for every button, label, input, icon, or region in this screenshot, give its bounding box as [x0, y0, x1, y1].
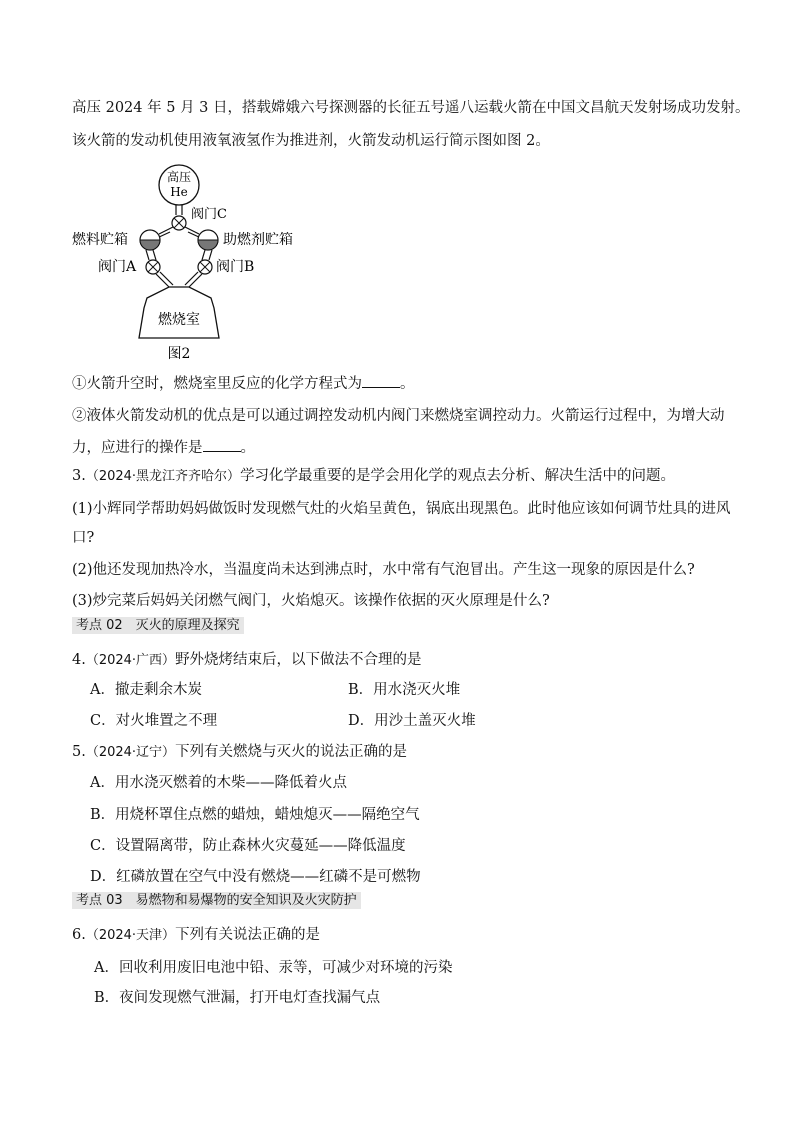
he-tank-label-1: 高压 [166, 170, 192, 184]
figure-caption: 图2 [167, 346, 191, 362]
question-6-option-a: A．回收利用废旧电池中铅、汞等，可减少对环境的污染 [94, 960, 453, 976]
question-4-option-b: B．用水浇灭火堆 [348, 682, 461, 698]
question-3-part-1-line-2: 口? [72, 530, 95, 546]
question-4-text: 野外烧烤结束后，以下做法不合理的是 [175, 652, 422, 668]
question-6-stem [72, 925, 320, 946]
question-3-part-3: (3)炒完菜后妈妈关闭燃气阀门，火焰熄灭。该操作依据的灭火原理是什么? [72, 593, 550, 609]
intro-line-1: 高压 2024 年 5 月 3 日，搭载嫦娥六号探测器的长征五号遥八运载火箭在中国文昌航天发射场成功发射。 [72, 100, 750, 116]
valve-c-label: 阀门C [191, 207, 227, 222]
question-circle-2-line-1: ②液体火箭发动机的优点是可以通过调控发动机内阀门来燃烧室调控动力。火箭运行过程中，为增大动 [72, 408, 725, 424]
question-4-option-d: D．用沙土盖灭火堆 [348, 713, 476, 729]
question-circle-1-end: 。 [400, 376, 415, 392]
he-tank-label-2: He [170, 185, 188, 199]
question-5-source: （2024·辽宁） [85, 745, 176, 760]
question-5-option-b: B．用烧杯罩住点燃的蜡烛，蜡烛熄灭——隔绝空气 [90, 807, 420, 823]
question-6-source: （2024·天津） [85, 928, 176, 943]
question-4-stem [72, 650, 422, 671]
question-4-number: 4. [72, 652, 86, 668]
rocket-engine-diagram [66, 160, 316, 365]
question-4-source: （2024·广西） [85, 653, 176, 668]
question-circle-1 [72, 373, 415, 394]
answer-blank-2 [203, 437, 241, 452]
question-3-stem [72, 466, 675, 487]
question-circle-2-text: 力，应进行的操作是 [72, 440, 203, 456]
question-4-option-c: C．对火堆置之不理 [90, 713, 218, 729]
section-heading-03: 考点 03 易燃物和易爆物的安全知识及火灾防护 [72, 892, 361, 909]
question-3-part-1-line-1: (1)小辉同学帮助妈妈做饭时发现燃气灶的火焰呈黄色，锅底出现黑色。此时他应该如何调节灶具的进风 [72, 501, 731, 517]
intro-line-2: 该火箭的发动机使用液氧液氢作为推进剂，火箭发动机运行简示图如图 2。 [72, 133, 550, 149]
question-5-option-c: C．设置隔离带，防止森林火灾蔓延——降低温度 [90, 838, 406, 854]
question-3-part-2: (2)他还发现加热冷水，当温度尚未达到沸点时，水中常有气泡冒出。产生这一现象的原因是什么? [72, 562, 695, 578]
question-6-option-b: B．夜间发现燃气泄漏，打开电灯查找漏气点 [94, 990, 381, 1006]
question-circle-2-end: 。 [240, 440, 255, 456]
answer-blank-1 [362, 373, 400, 388]
question-circle-2-line-2 [72, 437, 255, 458]
question-6-number: 6. [72, 927, 86, 943]
question-5-option-d: D．红磷放置在空气中没有燃烧——红磷不是可燃物 [90, 869, 421, 885]
question-5-text: 下列有关燃烧与灭火的说法正确的是 [175, 744, 408, 760]
question-5-stem [72, 742, 407, 763]
question-6-text: 下列有关说法正确的是 [175, 927, 321, 943]
question-3-number: 3. [72, 468, 86, 484]
chamber-label: 燃烧室 [158, 312, 200, 328]
question-3-source: （2024·黑龙江齐齐哈尔） [85, 469, 241, 484]
question-3-text: 学习化学最重要的是学会用化学的观点去分析、解决生活中的问题。 [240, 468, 676, 484]
valve-b-label: 阀门B [216, 259, 255, 275]
oxidizer-tank-label: 助燃剂贮箱 [223, 232, 293, 248]
section-heading-02: 考点 02 灭火的原理及探究 [72, 617, 244, 634]
valve-a-label: 阀门A [98, 259, 137, 275]
question-circle-1-text: ①火箭升空时，燃烧室里反应的化学方程式为 [72, 376, 362, 392]
question-5-number: 5. [72, 744, 86, 760]
question-5-option-a: A．用水浇灭燃着的木柴——降低着火点 [90, 775, 347, 791]
fuel-tank-label: 燃料贮箱 [72, 232, 128, 248]
question-4-option-a: A．撤走剩余木炭 [90, 682, 202, 698]
